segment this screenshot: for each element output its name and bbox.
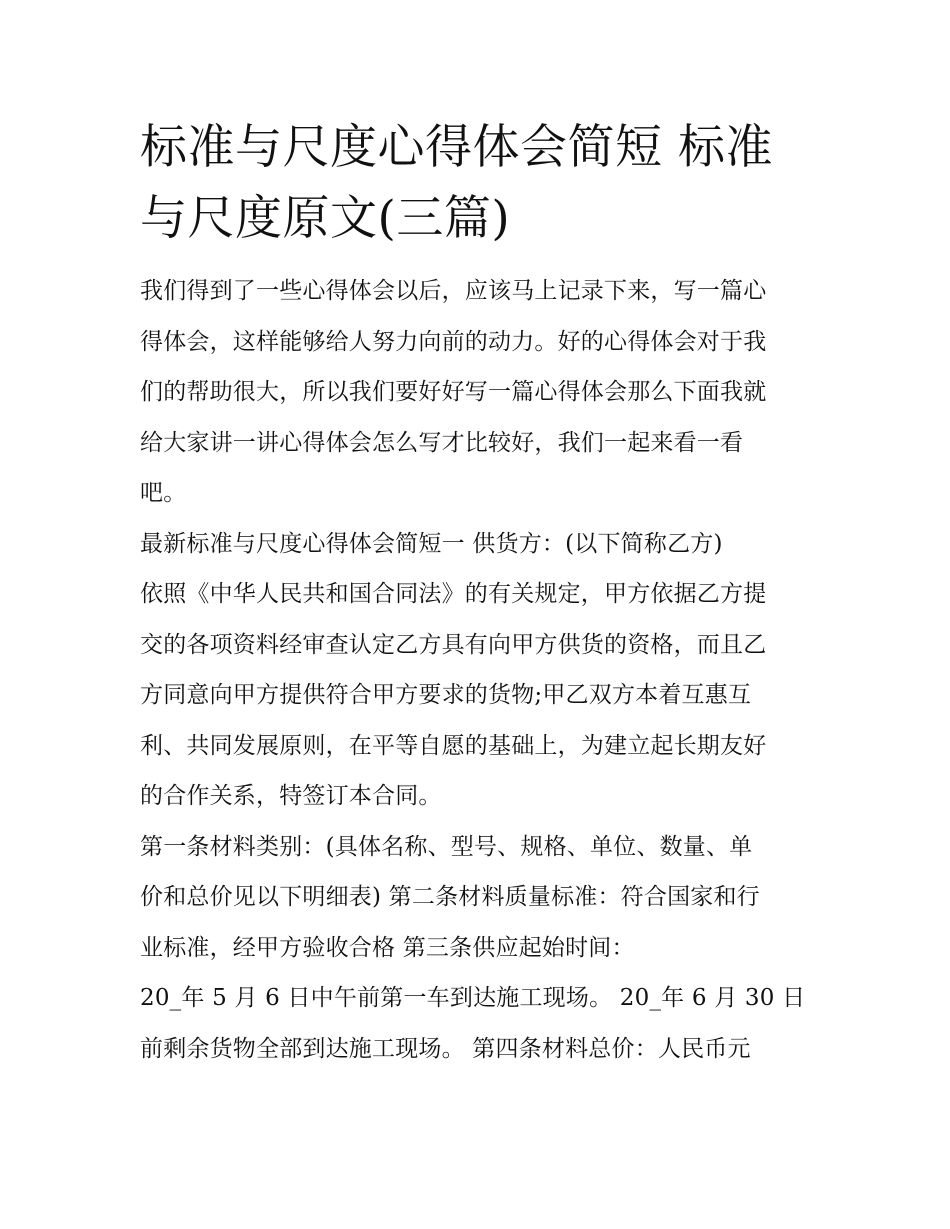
text-line: 依照《中华人民共和国合同法》的有关规定，甲方依据乙方提 bbox=[140, 581, 767, 607]
title-line: 与尺度原文(三篇) bbox=[140, 191, 511, 246]
text-line: 利、共同发展原则，在平等自愿的基础上，为建立起长期友好 bbox=[140, 732, 767, 759]
text-line: 20_年 5 月 6 日中午前第一车到达施工现场。 20_年 6 月 30 日 bbox=[140, 985, 806, 1011]
text-line: 吧。 bbox=[140, 480, 187, 506]
text-line: 第一条材料类别：(具体名称、型号、规格、单位、数量、单 bbox=[140, 833, 753, 860]
text-line: 我们得到了一些心得体会以后，应该马上记录下来，写一篇心 bbox=[140, 278, 767, 304]
text-line: 给大家讲一讲心得体会怎么写才比较好，我们一起来看一看 bbox=[140, 429, 744, 456]
text-line: 价和总价见以下明细表) 第二条材料质量标准：符合国家和行 bbox=[140, 884, 760, 910]
text-line: 最新标准与尺度心得体会简短一 供货方：(以下简称乙方) bbox=[140, 530, 723, 557]
document-title bbox=[140, 112, 812, 254]
title-line: 标准与尺度心得体会简短 标准 bbox=[140, 120, 773, 175]
document-body bbox=[140, 112, 812, 1074]
body-text bbox=[140, 266, 812, 1074]
text-line: 交的各项资料经审查认定乙方具有向甲方供货的资格，而且乙 bbox=[140, 631, 767, 658]
text-line: 的合作关系，特签订本合同。 bbox=[140, 783, 442, 809]
text-line: 方同意向甲方提供符合甲方要求的货物;甲乙双方本着互惠互 bbox=[140, 682, 752, 708]
text-line: 前剩余货物全部到达施工现场。 第四条材料总价：人民币元 bbox=[140, 1035, 751, 1062]
text-line: 得体会，这样能够给人努力向前的动力。好的心得体会对于我 bbox=[140, 328, 767, 355]
text-line: 业标准，经甲方验收合格 第三条供应起始时间： bbox=[140, 934, 635, 961]
text-line: 们的帮助很大，所以我们要好好写一篇心得体会那么下面我就 bbox=[140, 379, 767, 405]
